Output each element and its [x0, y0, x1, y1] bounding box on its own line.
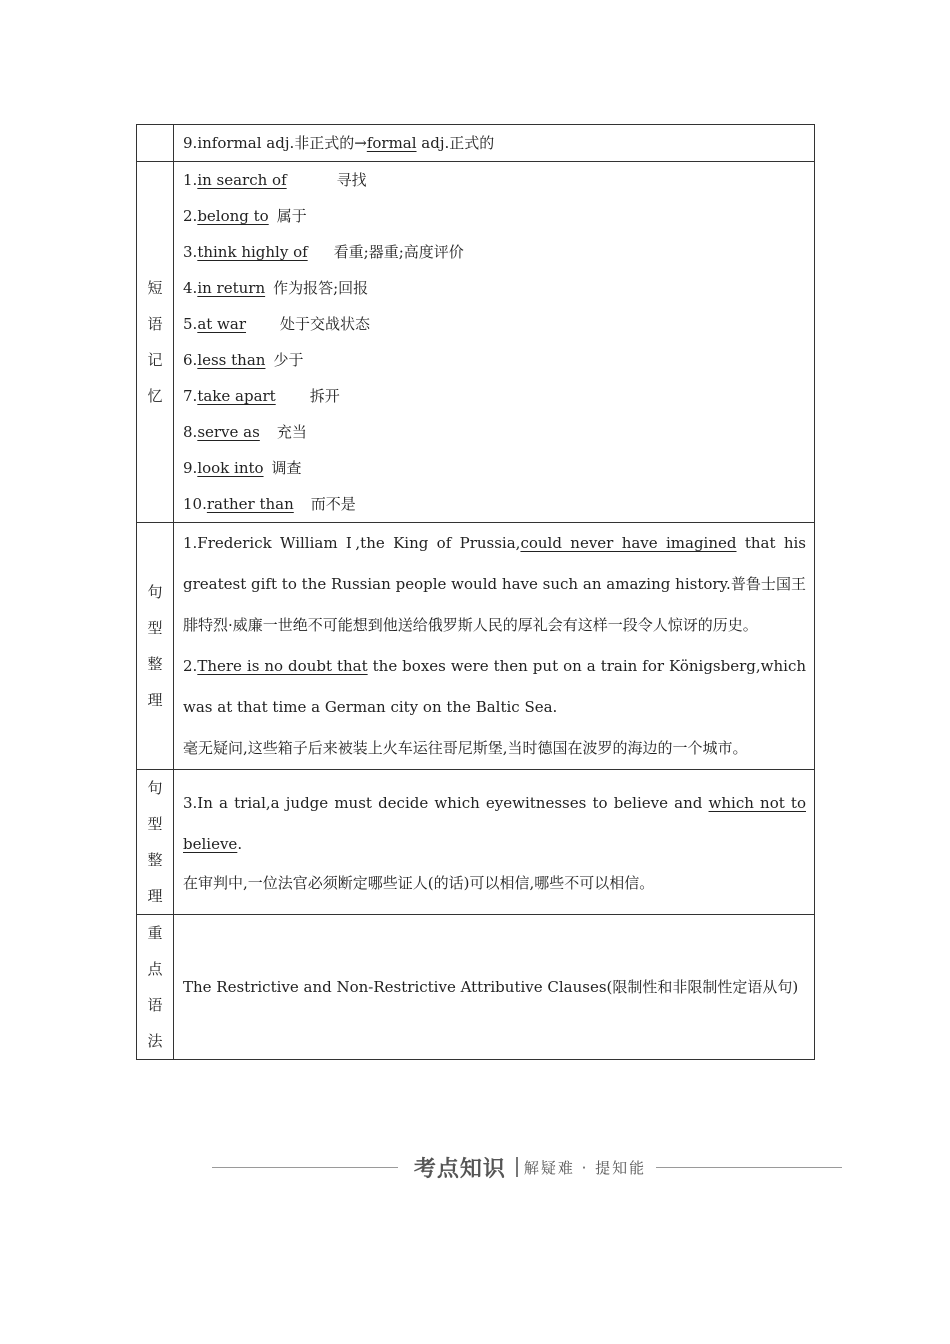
phrase-num: 6.: [183, 351, 198, 369]
footer-rule-right: [656, 1167, 842, 1168]
vocab-num: 9.: [183, 134, 198, 152]
phrase-answer: less than: [197, 351, 266, 369]
vocab-pos1: adj.非正式的→: [261, 134, 367, 152]
vocab-row: [137, 125, 815, 162]
sentences-label-char: 句: [147, 779, 163, 797]
phrase-item: [183, 486, 806, 522]
sentence-2-num: 2.: [183, 657, 198, 675]
phrases-label-char: 记: [147, 351, 163, 369]
phrase-item: [183, 378, 806, 414]
footer-subtitle: 解疑难 · 提知能: [523, 1158, 647, 1177]
phrase-answer: rather than: [206, 495, 294, 513]
phrase-num: 9.: [183, 459, 198, 477]
phrase-meaning: 处于交战状态: [280, 315, 371, 333]
phrases-label-char: 语: [147, 315, 163, 333]
phrases-row: [137, 162, 815, 523]
phrase-answer: think highly of: [197, 243, 308, 261]
phrases-label: [137, 162, 174, 523]
phrase-item: [183, 270, 806, 306]
phrase-meaning: 少于: [273, 351, 304, 369]
sentences-label-2: [137, 770, 174, 915]
section-footer: [212, 1152, 842, 1182]
grammar-row: [137, 915, 815, 1060]
sentence-3-pre: 3.In a trial,a judge must decide which eyewitnesses to believe and: [183, 794, 709, 812]
phrase-num: 8.: [183, 423, 198, 441]
sentence-1-translation: 普鲁士国王腓特烈·威廉一世绝不可能想到他送给俄罗斯人民的厚礼会有这样一段令人惊讶的历史。: [183, 575, 806, 634]
sentence-2-answer: There is no doubt that: [197, 657, 368, 675]
phrase-num: 10.: [183, 495, 207, 513]
phrase-num: 4.: [183, 279, 198, 297]
phrase-meaning: 看重;器重;高度评价: [333, 243, 464, 261]
phrase-answer: belong to: [197, 207, 269, 225]
phrase-meaning: 作为报答;回报: [273, 279, 369, 297]
phrase-meaning: 充当: [276, 423, 307, 441]
grammar-label-char: 重: [147, 924, 163, 942]
sentences-label-char: 整: [147, 851, 163, 869]
sentences-row-1: [137, 523, 815, 770]
sentence-3-translation: 在审判中,一位法官必须断定哪些证人(的话)可以相信,哪些不可以相信。: [183, 874, 655, 892]
sentences-label-char: 型: [147, 815, 163, 833]
phrase-item: [183, 234, 806, 270]
phrase-meaning: 寻找: [336, 171, 367, 189]
grammar-content: [174, 915, 815, 1060]
phrase-item: [183, 306, 806, 342]
sentence-2-translation: 毫无疑问,这些箱子后来被装上火车运往哥尼斯堡,当时德国在波罗的海边的一个城市。: [183, 739, 748, 757]
phrase-item: [183, 162, 806, 198]
phrases-label-char: 忆: [147, 387, 163, 405]
sentences-label-char: 理: [147, 691, 163, 709]
grammar-label: [137, 915, 174, 1060]
vocab-item: [183, 125, 806, 161]
grammar-label-char: 语: [147, 996, 163, 1014]
phrase-answer: in search of: [197, 171, 287, 189]
sentences-label-char: 整: [147, 655, 163, 673]
phrase-num: 7.: [183, 387, 198, 405]
sentence-3: [183, 783, 806, 865]
phrase-item: [183, 198, 806, 234]
footer-title: 考点知识: [413, 1156, 506, 1182]
phrase-answer: serve as: [197, 423, 260, 441]
sentences-label-char: 型: [147, 619, 163, 637]
sentences-label-char: 句: [147, 583, 163, 601]
phrase-meaning: 调查: [271, 459, 302, 477]
sentence-3-answer: which not to believe: [183, 794, 806, 853]
grammar-label-char: 点: [147, 960, 163, 978]
phrase-meaning: 而不是: [310, 495, 356, 513]
phrase-num: 1.: [183, 171, 198, 189]
phrase-item: [183, 342, 806, 378]
sentence-2: [183, 646, 806, 728]
footer-rule-left: [212, 1167, 398, 1168]
sentences-content-1: [174, 523, 815, 770]
phrase-answer: look into: [197, 459, 264, 477]
vocab-word: informal: [197, 134, 262, 152]
vocab-answer: formal: [366, 134, 417, 152]
vocab-pos2: adj.正式的: [416, 134, 495, 152]
sentences-row-2: [137, 770, 815, 915]
grammar-label-char: 法: [147, 1032, 163, 1050]
phrase-item: [183, 414, 806, 450]
phrase-num: 2.: [183, 207, 198, 225]
grammar-text: The Restrictive and Non-Restrictive Attributive Clauses(限制性和非限制性定语从句): [183, 977, 799, 996]
sentences-content-2: [174, 770, 815, 915]
phrase-num: 5.: [183, 315, 198, 333]
study-table: [136, 124, 815, 1060]
sentence-1-post: that his greatest gift to the Russian people would have such an amazing history.: [183, 534, 807, 593]
phrases-label-char: 短: [147, 279, 163, 297]
phrase-meaning: 属于: [276, 207, 307, 225]
sentences-label: [137, 523, 174, 770]
phrase-answer: in return: [197, 279, 266, 297]
sentence-3-post: .: [237, 835, 243, 853]
vocab-content-cell: [174, 125, 815, 162]
sentence-1: [183, 523, 806, 646]
sentence-2-post: the boxes were then put on a train for Königsberg,which was at that time a German city on the Baltic Sea.: [183, 657, 807, 716]
phrase-meaning: 拆开: [309, 387, 340, 405]
phrase-answer: take apart: [197, 387, 276, 405]
phrases-content: [174, 162, 815, 523]
footer-separator: [516, 1157, 518, 1177]
phrase-num: 3.: [183, 243, 198, 261]
phrase-answer: at war: [197, 315, 247, 333]
sentences-label-char: 理: [147, 887, 163, 905]
vocab-label-cell: [137, 125, 174, 162]
sentence-1-answer: could never have imagined: [520, 534, 737, 552]
sentence-1-pre: 1.Frederick William Ⅰ,the King of Prussia,: [183, 534, 521, 552]
phrase-item: [183, 450, 806, 486]
